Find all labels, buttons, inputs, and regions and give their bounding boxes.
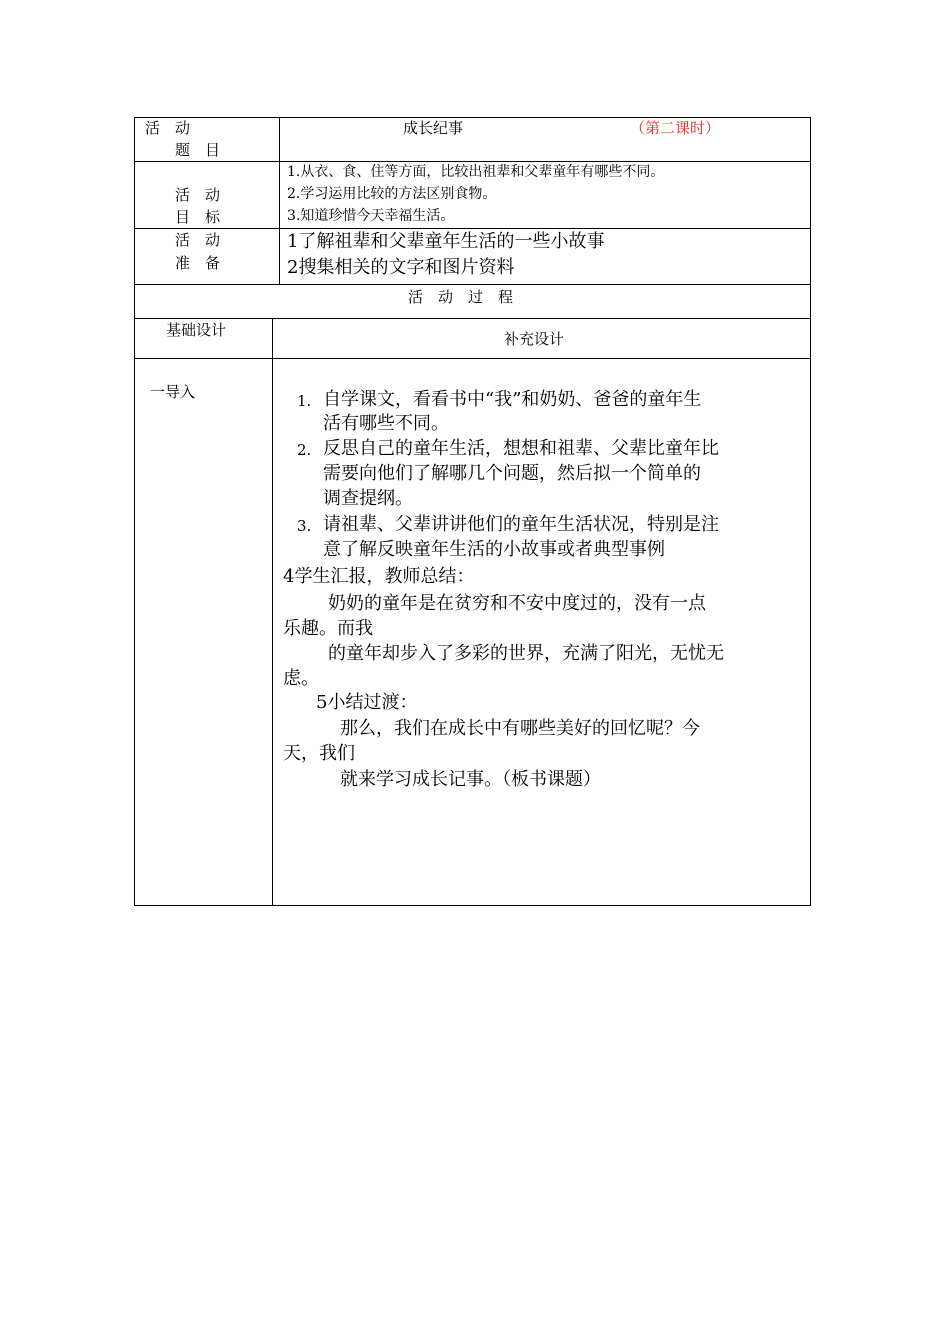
row-divider xyxy=(134,358,811,359)
objectives-label-line2: 目 标 xyxy=(175,208,221,226)
preparation-label-line2: 准 备 xyxy=(175,254,221,272)
report-heading: 4学生汇报，教师总结： xyxy=(283,566,475,587)
lesson-period-note: （第二课时） xyxy=(630,119,721,137)
report-line: 乐趣。而我 xyxy=(283,618,373,639)
step-number: 2. xyxy=(297,441,312,459)
table-border-top xyxy=(134,117,811,118)
report-line: 奶奶的童年是在贫穷和不安中度过的，没有一点 xyxy=(328,593,706,614)
step-line: 请祖辈、父辈讲讲他们的童年生活状况，特别是注 xyxy=(323,514,719,535)
row-divider xyxy=(134,228,811,229)
step-line: 调查提纲。 xyxy=(323,488,413,509)
preparation-item: 2搜集相关的文字和图片资料 xyxy=(287,257,515,278)
step-number: 1. xyxy=(297,392,312,410)
objective-item: 2.学习运用比较的方法区别食物。 xyxy=(287,186,497,202)
objective-item: 1.从衣、食、住等方面，比较出祖辈和父辈童年有哪些不同。 xyxy=(287,164,665,180)
basic-design-header: 基础设计 xyxy=(166,321,227,339)
report-line: 的童年却步入了多彩的世界，充满了阳光，无忧无 xyxy=(328,643,724,664)
table-border-left xyxy=(134,117,135,906)
summary-line: 那么，我们在成长中有哪些美好的回忆呢？今 xyxy=(340,718,700,739)
step-number: 3. xyxy=(297,517,312,535)
preparation-label-line1: 活 动 xyxy=(175,231,221,249)
objective-item: 3.知道珍惜今天幸福生活。 xyxy=(287,208,455,224)
activity-title: 成长纪事 xyxy=(403,119,464,137)
column-divider xyxy=(279,117,280,284)
objectives-label-line1: 活 动 xyxy=(175,186,221,204)
column-divider xyxy=(272,318,273,906)
step-line: 需要向他们了解哪几个问题，然后拟一个简单的 xyxy=(323,463,701,484)
step-line: 意了解反映童年生活的小故事或者典型事例 xyxy=(323,539,665,560)
title-label-line1: 活 动 xyxy=(145,119,191,137)
row-divider xyxy=(134,284,811,285)
section-label: 一导入 xyxy=(150,383,196,401)
row-divider xyxy=(134,161,811,162)
extra-design-header: 补充设计 xyxy=(504,330,565,348)
table-border-bottom xyxy=(134,905,811,906)
step-line: 反思自己的童年生活，想想和祖辈、父辈比童年比 xyxy=(323,438,719,459)
process-heading: 活 动 过 程 xyxy=(408,288,514,306)
report-line: 虑。 xyxy=(283,668,319,689)
summary-line: 天，我们 xyxy=(283,743,355,764)
preparation-item: 1了解祖辈和父辈童年生活的一些小故事 xyxy=(287,231,605,252)
step-line: 活有哪些不同。 xyxy=(323,413,449,434)
summary-heading: 5小结过渡： xyxy=(316,692,418,713)
step-line: 自学课文，看看书中“我”和奶奶、爸爸的童年生 xyxy=(323,389,702,410)
table-border-right xyxy=(810,117,811,906)
row-divider xyxy=(134,318,811,319)
title-label-line2: 题 目 xyxy=(175,141,221,159)
summary-line: 就来学习成长记事。（板书课题） xyxy=(340,769,601,790)
